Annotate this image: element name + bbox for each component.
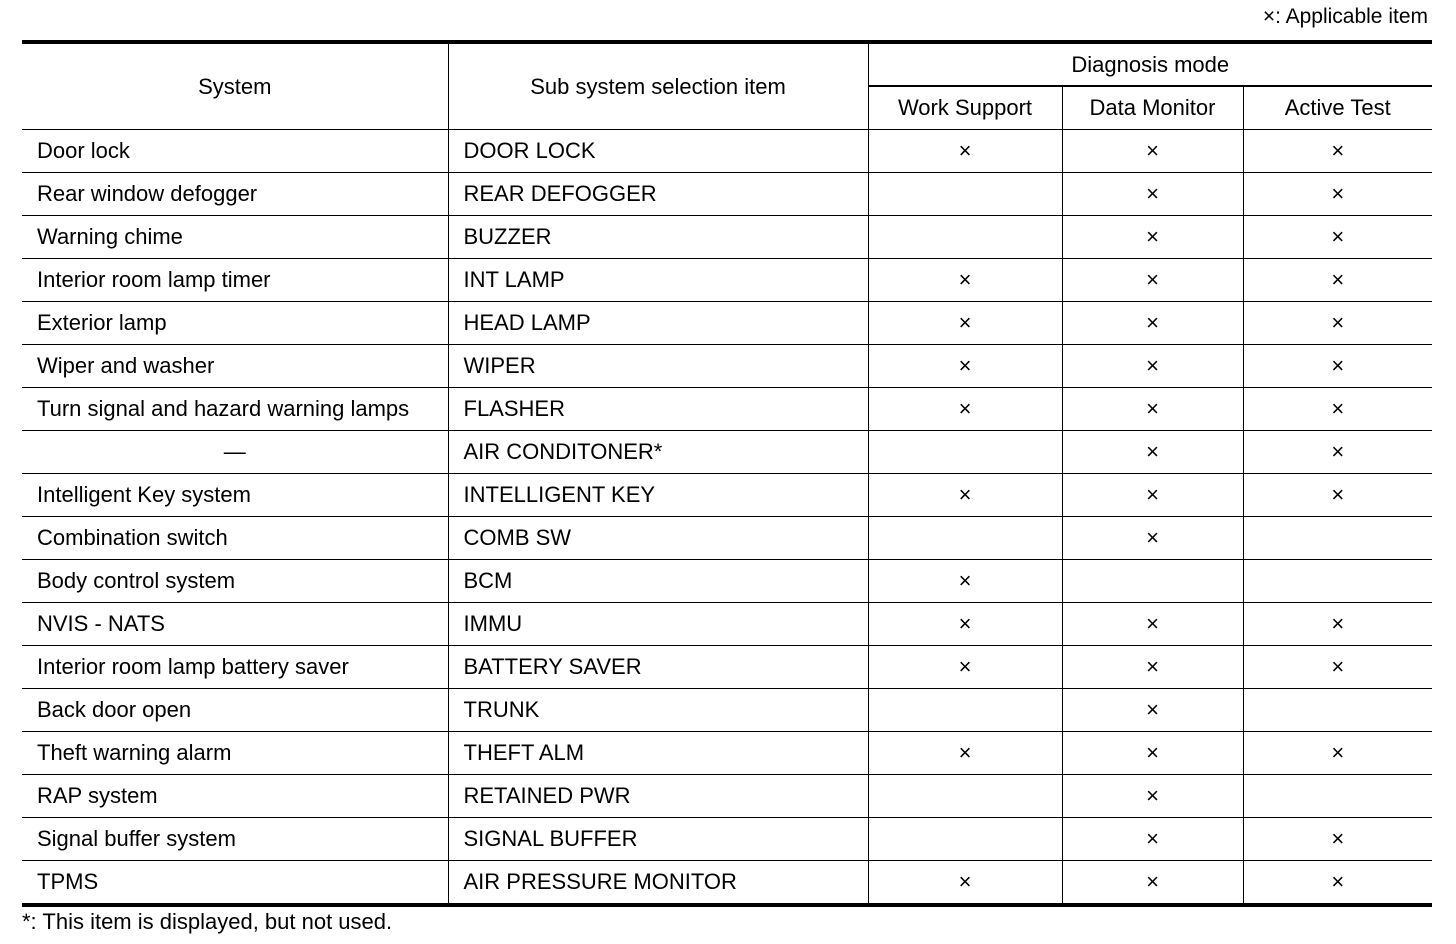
cell-system: RAP system <box>22 775 448 818</box>
cell-work-support: × <box>868 302 1062 345</box>
cell-data-monitor: × <box>1062 216 1243 259</box>
cell-system: Exterior lamp <box>22 302 448 345</box>
cell-active-test: × <box>1243 861 1432 906</box>
table-row <box>22 732 1432 775</box>
cell-active-test: × <box>1243 603 1432 646</box>
cell-work-support: × <box>868 603 1062 646</box>
cell-system: Combination switch <box>22 517 448 560</box>
cell-data-monitor: × <box>1062 388 1243 431</box>
table-row <box>22 302 1432 345</box>
cell-active-test: × <box>1243 302 1432 345</box>
applicable-item-legend: ×: Applicable item <box>1262 5 1428 28</box>
cell-work-support: × <box>868 861 1062 906</box>
cell-data-monitor: × <box>1062 689 1243 732</box>
cell-sub-system: BCM <box>448 560 868 603</box>
diagnosis-mode-table <box>22 40 1432 907</box>
cell-sub-system: COMB SW <box>448 517 868 560</box>
cell-system: Rear window defogger <box>22 173 448 216</box>
cell-work-support <box>868 517 1062 560</box>
cell-active-test: × <box>1243 431 1432 474</box>
cell-data-monitor: × <box>1062 818 1243 861</box>
cell-work-support <box>868 775 1062 818</box>
table-row <box>22 517 1432 560</box>
cell-sub-system: THEFT ALM <box>448 732 868 775</box>
cell-work-support: × <box>868 560 1062 603</box>
header-work-support: Work Support <box>868 86 1062 130</box>
table-row <box>22 560 1432 603</box>
table-row <box>22 345 1432 388</box>
cell-work-support: × <box>868 259 1062 302</box>
cell-data-monitor: × <box>1062 431 1243 474</box>
cell-data-monitor: × <box>1062 775 1243 818</box>
cell-sub-system: BATTERY SAVER <box>448 646 868 689</box>
cell-data-monitor: × <box>1062 474 1243 517</box>
cell-work-support <box>868 216 1062 259</box>
table-row <box>22 474 1432 517</box>
cell-sub-system: DOOR LOCK <box>448 130 868 173</box>
table-row <box>22 603 1432 646</box>
footnote: *: This item is displayed, but not used. <box>22 909 393 934</box>
cell-active-test: × <box>1243 646 1432 689</box>
cell-data-monitor: × <box>1062 173 1243 216</box>
table-header <box>22 42 1432 130</box>
cell-sub-system: BUZZER <box>448 216 868 259</box>
table-row <box>22 388 1432 431</box>
cell-sub-system: AIR CONDITONER* <box>448 431 868 474</box>
cell-work-support <box>868 173 1062 216</box>
cell-active-test <box>1243 775 1432 818</box>
cell-data-monitor: × <box>1062 259 1243 302</box>
header-sub-system: Sub system selection item <box>448 42 868 130</box>
table-row <box>22 861 1432 906</box>
cell-system: Wiper and washer <box>22 345 448 388</box>
header-data-monitor: Data Monitor <box>1062 86 1243 130</box>
cell-active-test: × <box>1243 474 1432 517</box>
cell-sub-system: FLASHER <box>448 388 868 431</box>
cell-data-monitor: × <box>1062 517 1243 560</box>
cell-system: Interior room lamp timer <box>22 259 448 302</box>
table-body <box>22 130 1432 906</box>
cell-sub-system: WIPER <box>448 345 868 388</box>
cell-system: Intelligent Key system <box>22 474 448 517</box>
cell-active-test <box>1243 689 1432 732</box>
cell-data-monitor: × <box>1062 345 1243 388</box>
cell-sub-system: REAR DEFOGGER <box>448 173 868 216</box>
table-row <box>22 130 1432 173</box>
cell-system: Signal buffer system <box>22 818 448 861</box>
cell-active-test: × <box>1243 130 1432 173</box>
table-row <box>22 646 1432 689</box>
cell-data-monitor: × <box>1062 732 1243 775</box>
table-row <box>22 259 1432 302</box>
cell-work-support <box>868 431 1062 474</box>
cell-sub-system: IMMU <box>448 603 868 646</box>
cell-sub-system: INT LAMP <box>448 259 868 302</box>
header-system: System <box>22 42 448 130</box>
cell-system: Warning chime <box>22 216 448 259</box>
header-active-test: Active Test <box>1243 86 1432 130</box>
table-row <box>22 818 1432 861</box>
cell-work-support: × <box>868 474 1062 517</box>
cell-system: Theft warning alarm <box>22 732 448 775</box>
cell-work-support <box>868 689 1062 732</box>
cell-system: Body control system <box>22 560 448 603</box>
cell-active-test <box>1243 517 1432 560</box>
cell-data-monitor: × <box>1062 603 1243 646</box>
cell-work-support: × <box>868 130 1062 173</box>
cell-system: TPMS <box>37 869 99 894</box>
cell-active-test: × <box>1243 388 1432 431</box>
header-diagnosis-mode: Diagnosis mode <box>868 42 1432 86</box>
table-row <box>22 173 1432 216</box>
cell-sub-system: HEAD LAMP <box>448 302 868 345</box>
cell-sub-system: INTELLIGENT KEY <box>448 474 868 517</box>
cell-active-test: × <box>1243 732 1432 775</box>
cell-active-test: × <box>1243 259 1432 302</box>
cell-work-support: × <box>868 646 1062 689</box>
table-row <box>22 216 1432 259</box>
cell-data-monitor: × <box>1062 302 1243 345</box>
cell-system: Door lock <box>22 130 448 173</box>
cell-active-test: × <box>1243 345 1432 388</box>
cell-active-test: × <box>1243 818 1432 861</box>
table-row <box>22 431 1432 474</box>
cell-work-support <box>868 818 1062 861</box>
cell-work-support: × <box>868 388 1062 431</box>
cell-system: — <box>22 431 448 474</box>
cell-system: Turn signal and hazard warning lamps <box>22 388 448 431</box>
cell-system: NVIS - NATS <box>22 603 448 646</box>
cell-data-monitor: × <box>1062 861 1243 906</box>
cell-active-test: × <box>1243 173 1432 216</box>
table-row <box>22 775 1432 818</box>
table-row <box>22 689 1432 732</box>
cell-work-support: × <box>868 345 1062 388</box>
cell-data-monitor <box>1062 560 1243 603</box>
cell-system: Back door open <box>22 689 448 732</box>
cell-data-monitor: × <box>1062 646 1243 689</box>
cell-sub-system: RETAINED PWR <box>448 775 868 818</box>
cell-system: Interior room lamp battery saver <box>22 646 448 689</box>
cell-sub-system: SIGNAL BUFFER <box>448 818 868 861</box>
cell-active-test <box>1243 560 1432 603</box>
cell-work-support: × <box>868 732 1062 775</box>
cell-active-test: × <box>1243 216 1432 259</box>
cell-data-monitor: × <box>1062 130 1243 173</box>
cell-sub-system: AIR PRESSURE MONITOR <box>448 861 868 906</box>
cell-sub-system: TRUNK <box>448 689 868 732</box>
